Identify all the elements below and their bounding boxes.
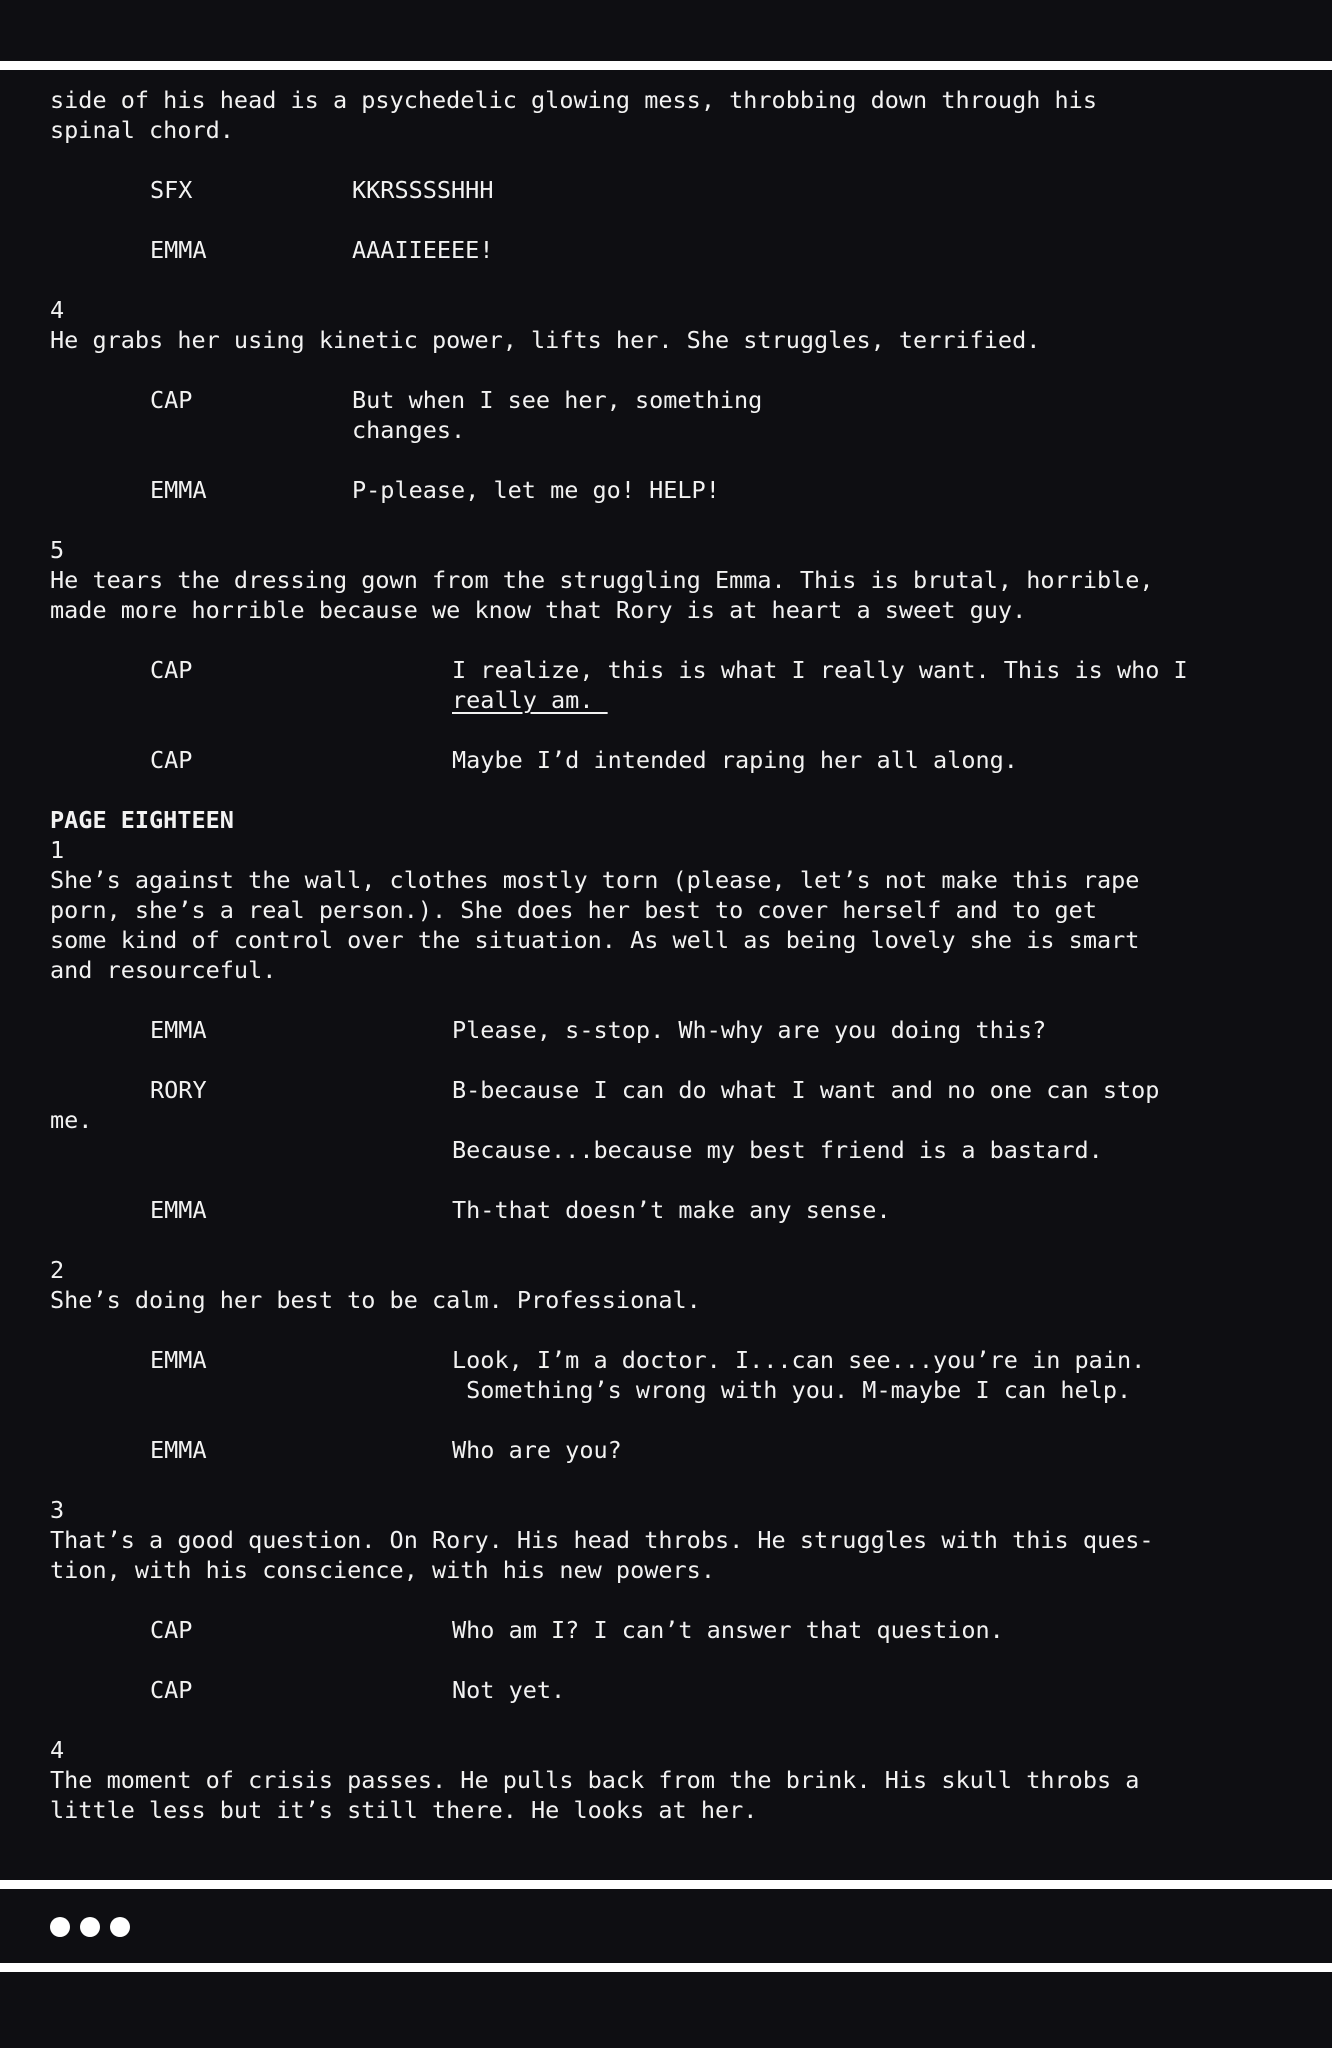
- speaker-label: EMMA: [150, 1346, 207, 1374]
- speaker-label: EMMA: [150, 476, 207, 504]
- speaker-label: EMMA: [150, 1196, 207, 1224]
- dialogue-text: Please, s-stop. Wh-why are you doing this?: [452, 1016, 1047, 1044]
- speaker-label: EMMA: [150, 236, 207, 264]
- speaker-label: EMMA: [150, 1436, 207, 1464]
- top-divider: [0, 61, 1332, 70]
- dialogue-text: Not yet.: [452, 1676, 566, 1704]
- action-line: porn, she’s a real person.). She does her best to cover herself and to get: [50, 896, 1097, 924]
- dialogue-text: But when I see her, something: [352, 386, 763, 414]
- dialogue-text-underlined: really am.: [452, 686, 608, 714]
- speaker-label: CAP: [150, 746, 193, 774]
- dialogue-text: Something’s wrong with you. M-maybe I can help.: [452, 1376, 1132, 1404]
- speaker-label: CAP: [150, 1616, 193, 1644]
- dialogue-block: [50, 1675, 1290, 1705]
- speaker-label: EMMA: [150, 1016, 207, 1044]
- dialogue-text: changes.: [352, 416, 466, 444]
- dialogue-block: [50, 1195, 1290, 1225]
- dialogue-block: [50, 1435, 1290, 1465]
- speaker-label: CAP: [150, 656, 193, 684]
- action-line: She’s against the wall, clothes mostly torn (please, let’s not make this rape: [50, 866, 1140, 894]
- action-line: She’s doing her best to be calm. Professional.: [50, 1286, 701, 1314]
- action-line: made more horrible because we know that Rory is at heart a sweet guy.: [50, 596, 1027, 624]
- dialogue-block: [50, 655, 1290, 715]
- dialogue-block: [50, 385, 1290, 445]
- dot-icon: [110, 1917, 130, 1937]
- dialogue-text: B-because I can do what I want and no one can stop: [452, 1076, 1160, 1104]
- dialogue-text: KKRSSSSHHH: [352, 176, 494, 204]
- speaker-label: CAP: [150, 386, 193, 414]
- panel-number: 5: [50, 536, 65, 564]
- dialogue-block: [50, 235, 1290, 265]
- speaker-label: SFX: [150, 176, 193, 204]
- dialogue-wrap: me.: [50, 1106, 93, 1134]
- dot-icon: [50, 1917, 70, 1937]
- more-options-button[interactable]: [50, 1917, 130, 1937]
- dialogue-text: I realize, this is what I really want. This is who I: [452, 656, 1188, 684]
- dialogue-text: Look, I’m a doctor. I...can see...you’re in pain.: [452, 1346, 1146, 1374]
- action-line: little less but it’s still there. He looks at her.: [50, 1796, 758, 1824]
- dialogue-block: [50, 175, 1290, 205]
- speaker-label: CAP: [150, 1676, 193, 1704]
- script-page: [50, 85, 1290, 1825]
- dialogue-text: Who am I? I can’t answer that question.: [452, 1616, 1004, 1644]
- action-line: some kind of control over the situation. As well as being lovely she is smart: [50, 926, 1140, 954]
- speaker-label: RORY: [150, 1076, 207, 1104]
- dialogue-text: Who are you?: [452, 1436, 622, 1464]
- panel-number: 1: [50, 836, 65, 864]
- action-line: He grabs her using kinetic power, lifts her. She struggles, terrified.: [50, 326, 1041, 354]
- panel-number: 2: [50, 1256, 65, 1284]
- action-line: tion, with his conscience, with his new powers.: [50, 1556, 715, 1584]
- bottom-divider: [0, 1880, 1332, 1889]
- action-line: He tears the dressing gown from the struggling Emma. This is brutal, horrible,: [50, 566, 1154, 594]
- dialogue-block: [50, 745, 1290, 775]
- panel-number: 3: [50, 1496, 65, 1524]
- action-line: side of his head is a psychedelic glowing mess, throbbing down through his: [50, 86, 1097, 114]
- dialogue-text: Because...because my best friend is a bastard.: [452, 1136, 1103, 1164]
- action-line: spinal chord.: [50, 116, 234, 144]
- dot-icon: [80, 1917, 100, 1937]
- dialogue-block: [50, 1615, 1290, 1645]
- dialogue-block: [50, 475, 1290, 505]
- action-line: and resourceful.: [50, 956, 277, 984]
- page-heading: PAGE EIGHTEEN: [50, 806, 234, 834]
- panel-number: 4: [50, 1736, 65, 1764]
- dialogue-block: [50, 1345, 1290, 1405]
- dialogue-block: [50, 1015, 1290, 1045]
- dialogue-text: AAAIIEEEE!: [352, 236, 494, 264]
- action-line: That’s a good question. On Rory. His head throbs. He struggles with this ques-: [50, 1526, 1154, 1554]
- dialogue-text: Maybe I’d intended raping her all along.: [452, 746, 1018, 774]
- action-line: The moment of crisis passes. He pulls back from the brink. His skull throbs a: [50, 1766, 1140, 1794]
- dialogue-block: [50, 1075, 1290, 1165]
- footer-divider: [0, 1963, 1332, 1972]
- dialogue-text: P-please, let me go! HELP!: [352, 476, 720, 504]
- dialogue-text: Th-that doesn’t make any sense.: [452, 1196, 891, 1224]
- panel-number: 4: [50, 296, 65, 324]
